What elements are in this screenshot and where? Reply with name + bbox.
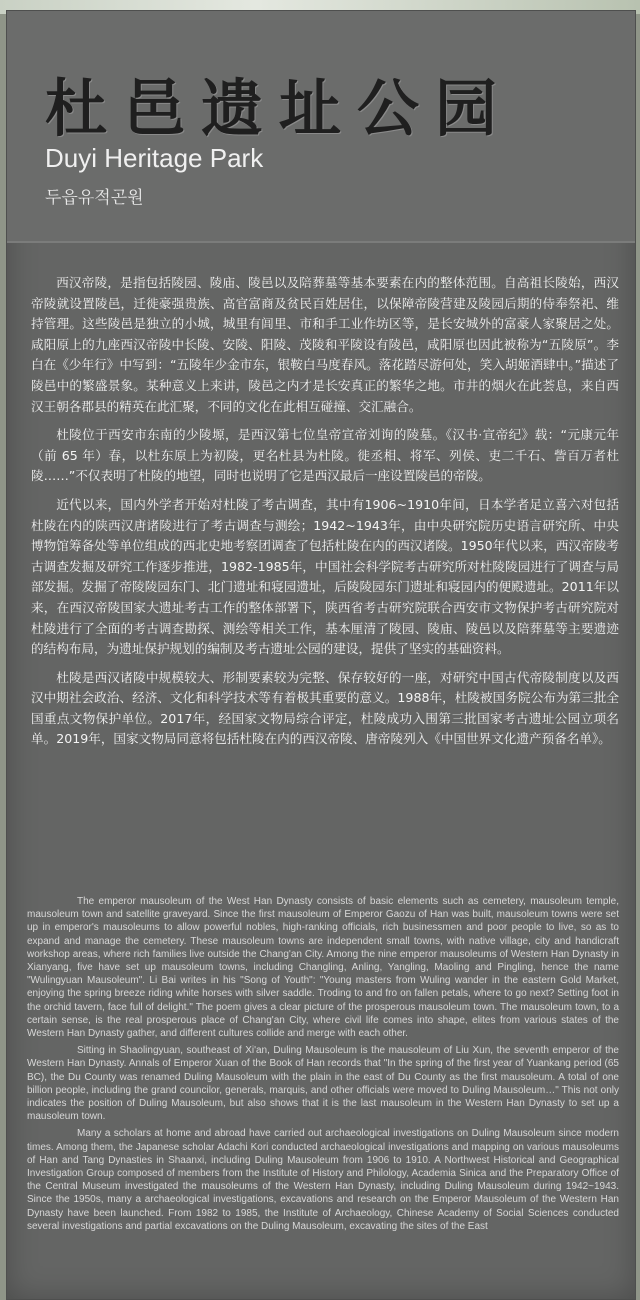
title-korean: 두읍유적곤원: [45, 188, 144, 208]
en-paragraph: Sitting in Shaolingyuan, southeast of Xi'an, Duling Mausoleum is the mausoleum of Liu Xun, the seventh emperor of the Western Han Dynasty. Annals of Emperor Xuan of the Book of Han records that "In the spring of the first year of Yuankang period (65 BC), the Du County was renamed Duling Mausoleum with the plain in the east of Du County as the first mausoleum. A total of one billion people, including the grand councilor, generals, marquis, and other officials were moved to Duling Mausoleum…" This not only indicates the position of Duling Mausoleum, but also shows that it is the last mausoleum in the Western Han Dynasty to set up a mausoleum town.: [27, 1045, 619, 1123]
english-text-block: [27, 895, 619, 1237]
title-chinese: 杜邑遗址公园: [45, 72, 514, 145]
zh-paragraph: 近代以来，国内外学者开始对杜陵了考古调查，其中有1906~1910年间，日本学者足立喜六对包括杜陵在内的陕西汉唐诸陵进行了考古调查与测绘；1942~1943年，由中央研究院历史语言研究所、中央博物馆筹备处等单位组成的西北史地考察团调查了包括杜陵在内的西汉诸陵。1950年代以来，西汉帝陵考古调查发掘及研究工作逐步推进，1982-1985年，中国社会科学院考古研究所对杜陵陵园进行了调查与局部发掘。发掘了帝陵陵园东门、北门遗址和寝园遗址，后陵陵园东门遗址和寝园内的便殿遗址。2011年以来，在西汉帝陵国家大遗址考古工作的整体部署下，陕西省考古研究院联合西安市文物保护考古研究院对杜陵进行了全面的考古调查勘探、测绘等相关工作，基本厘清了陵园、陵庙、陵邑以及陪葬墓等主要遗迹的结构布局，为遗址保护规划的编制及考古遗址公园的建设，提供了坚实的基础资料。: [31, 496, 619, 657]
en-paragraph: Many a scholars at home and abroad have carried out archaeological investigations on Duling Mausoleum since modern times. Among them, the Japanese scholar Adachi Kori conducted archaeological investigations and mapping on various mausoleums of Han and Tang Dynasties in Shaanxi, including Duling Mausoleum from 1906 to 1910. A Northwest Historical and Geographical Investigation Group composed of members from the Institute of History and Philology, Academia Sinica and the Preparatory Office of the Central Museum investigated the mausoleums of the Western Han Dynasty, including Duling Mausoleum during 1942~1943. Since the 1950s, many a archaeological investigations, excavations and research on the Emperor Mausoleum of the Western Han Dynasty have been launched. From 1982 to 1985, the Institute of Archaeology, Chinese Academy of Social Sciences conducted several investigations and partial excavations on the Duling Mausoleum, excavating the sites of the East: [27, 1128, 619, 1232]
zh-paragraph: 杜陵位于西安市东南的少陵塬，是西汉第七位皇帝宣帝刘询的陵墓。《汉书·宣帝纪》载：“元康元年（前 65 年）春，以杜东原上为初陵，更名杜县为杜陵。徙丞相、将军、列侯、吏二千石、訾百万者杜陵……”不仅表明了杜陵的地望，同时也说明了它是西汉最后一座设置陵邑的帝陵。: [31, 427, 619, 484]
chinese-text-block: [31, 273, 619, 758]
en-paragraph: The emperor mausoleum of the West Han Dynasty consists of basic elements such as cemetery, mausoleum temple, mausoleum town and satellite graveyard. Since the first mausoleum of Emperor Gaozu of Han was built, mausoleum towns were set up in emperor's mausoleums to allow powerful nobles, high-ranking officials, rich businessmen and poor people to live, so as to expand and manage the cemetery. These mausoleum towns are independent small towns, with native village, city and handicraft workshop areas, where rich families live outside the Chang'an City. Among the nine emperor mausoleums of Western Han Dynasty in Xianyang, five have set up mausoleum towns, including Changling, Anling, Yangling, Maoling and Pingling, hence the name "Wulingyuan Mausoleum". Li Bai writes in his "Song of Youth": "Young masters from Wuling wander in the eastern Gold Market, enjoying the spring breeze riding white horses with silver saddle. Troding to and fro on fallen petals, where to go next? Setting foot in the orchid tavern, face full of delight." The poem gives a clear picture of the prosperous mausoleum town. The mausoleum town, to a certain sense, is the real prosperous place of Chang'an City, where civil life comes into shape, elites from various states of the Western Han Dynasty gather, and different cultures collide and merge with each other.: [27, 896, 619, 1040]
zh-paragraph: 杜陵是西汉诸陵中规模较大、形制要素较为完整、保存较好的一座，对研究中国古代帝陵制度以及西汉中期社会政治、经济、文化和科学技术等有着极其重要的意义。1988年，杜陵被国务院公布为第三批全国重点文物保护单位。2017年，经国家文物局综合评定，杜陵成功入围第三批国家考古遗址公园立项名单。2019年，国家文物局同意将包括杜陵在内的西汉帝陵、唐帝陵列入《中国世界文化遗产预备名单》。: [31, 669, 619, 747]
title-english: Duyi Heritage Park: [45, 143, 264, 173]
sign-header: [7, 11, 635, 241]
heritage-sign-board: [6, 10, 636, 1300]
header-divider: [7, 241, 635, 243]
zh-paragraph: 西汉帝陵，是指包括陵园、陵庙、陵邑以及陪葬墓等基本要素在内的整体范围。自高祖长陵始，西汉帝陵就设置陵邑，迁徙豪强贵族、高官富商及贫民百姓居住，以保障帝陵营建及陵园后期的侍奉祭祀、维持管理。这些陵邑是独立的小城，城里有闾里、市和手工业作坊区等，是长安城外的富豪人家聚居之处。咸阳原上的九座西汉帝陵中长陵、安陵、阳陵、茂陵和平陵设有陵邑，咸阳原也因此被称为“五陵原”。李白在《少年行》中写到：“五陵年少金市东，银鞍白马度春风。落花踏尽游何处，笑入胡姬酒肆中。”描述了陵邑中的繁盛景象。某种意义上来讲，陵邑之内才是长安真正的繁华之地。市井的烟火在此荟息，来自西汉王朝各郡县的精英在此汇聚，不同的文化在此相互碰撞、交汇融合。: [31, 275, 619, 414]
